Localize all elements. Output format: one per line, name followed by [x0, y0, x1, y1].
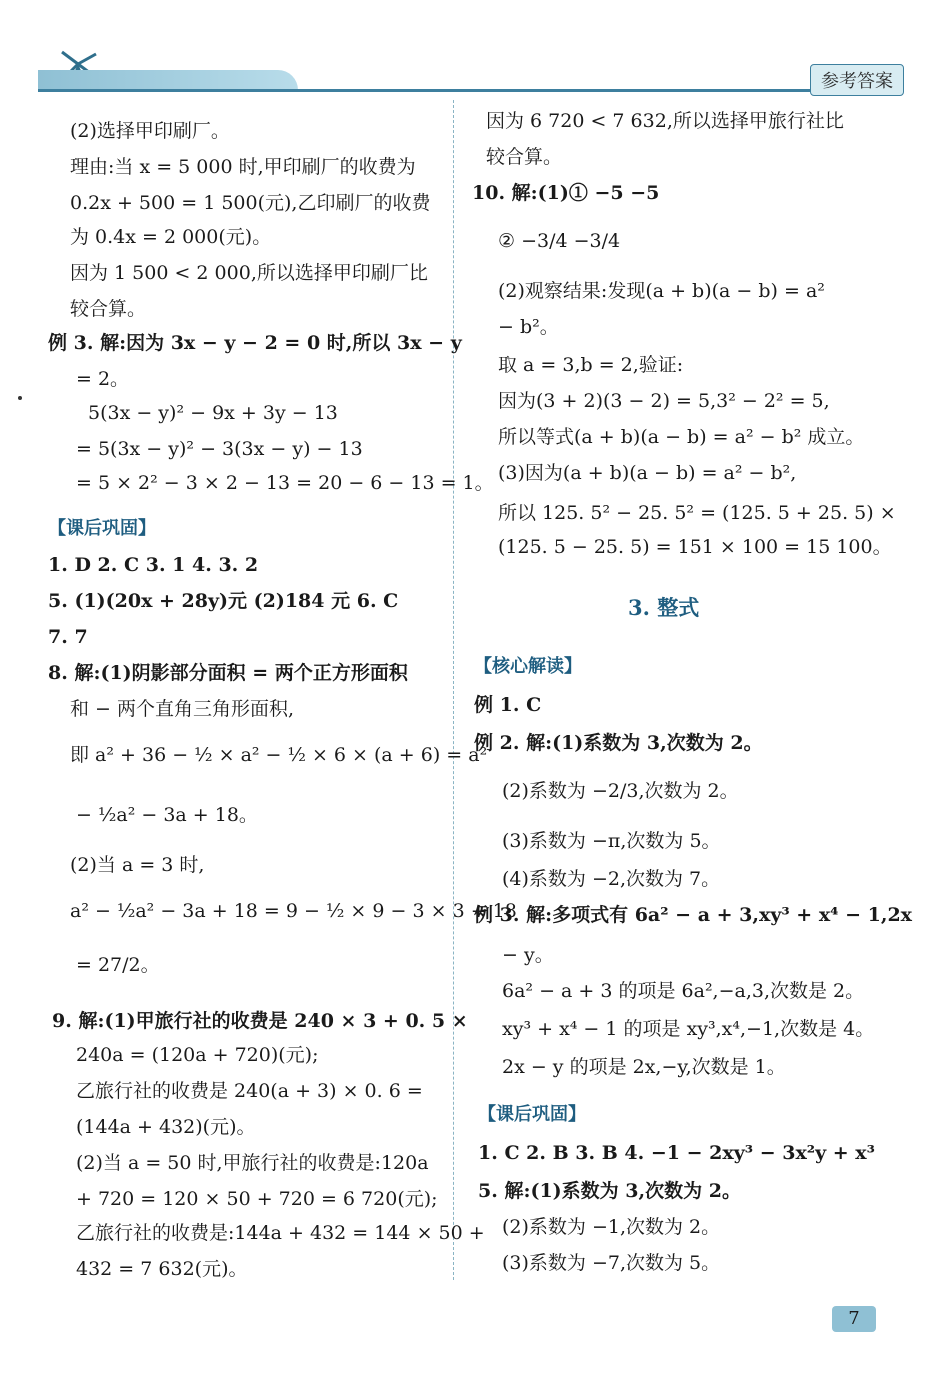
- text-line: 240a = (120a + 720)(元);: [76, 1044, 319, 1066]
- text-line: − y。: [502, 944, 554, 966]
- text-line: (2)当 a = 3 时,: [70, 854, 205, 876]
- text-line: 和 − 两个直角三角形面积,: [70, 698, 295, 720]
- text-line: a² − ½a² − 3a + 18 = 9 − ½ × 9 − 3 × 3 + 18: [70, 900, 517, 922]
- stray-dot: [18, 396, 22, 400]
- text-line: 7. 7: [48, 626, 88, 648]
- text-line: xy³ + x⁴ − 1 的项是 xy³,x⁴,−1,次数是 4。: [502, 1018, 875, 1040]
- text-line: − ½a² − 3a + 18。: [76, 804, 258, 826]
- text-line: (2)系数为 −2/3,次数为 2。: [502, 780, 739, 802]
- text-line: (3)因为(a + b)(a − b) = a² − b²,: [498, 462, 797, 484]
- text-line: (3)系数为 −7,次数为 5。: [502, 1252, 721, 1274]
- text-line: (2)系数为 −1,次数为 2。: [502, 1216, 721, 1238]
- text-line: ② −3/4 −3/4: [498, 230, 621, 252]
- text-line: 为 0.4x = 2 000(元)。: [70, 226, 272, 248]
- text-line: 10. 解:(1)① −5 −5: [472, 182, 660, 204]
- text-line: 乙旅行社的收费是:144a + 432 = 144 × 50 +: [76, 1222, 485, 1244]
- text-line: 6a² − a + 3 的项是 6a²,−a,3,次数是 2。: [502, 980, 865, 1002]
- section-tag: 【核心解读】: [474, 656, 582, 677]
- text-line: 例 3. 解:多项式有 6a² − a + 3,xy³ + x⁴ − 1,2x: [474, 904, 913, 926]
- text-line: 乙旅行社的收费是 240(a + 3) × 0. 6 =: [76, 1080, 423, 1102]
- text-line: 例 3. 解:因为 3x − y − 2 = 0 时,所以 3x − y: [48, 332, 462, 354]
- text-line: (2)选择甲印刷厂。: [70, 120, 230, 142]
- text-line: (2)观察结果:发现(a + b)(a − b) = a²: [498, 280, 825, 302]
- text-line: 因为(3 + 2)(3 − 2) = 5,3² − 2² = 5,: [498, 390, 830, 412]
- text-line: = 5(3x − y)² − 3(3x − y) − 13: [76, 438, 363, 460]
- text-line: (3)系数为 −π,次数为 5。: [502, 830, 721, 852]
- text-line: 例 2. 解:(1)系数为 3,次数为 2。: [474, 732, 763, 754]
- section-tag: 【课后巩固】: [478, 1104, 586, 1125]
- section-title: 3. 整式: [628, 595, 700, 620]
- text-line: + 720 = 120 × 50 + 720 = 6 720(元);: [76, 1188, 438, 1210]
- page-header: [38, 46, 904, 96]
- text-line: 1. D 2. C 3. 1 4. 3. 2: [48, 554, 259, 576]
- text-line: 取 a = 3,b = 2,验证:: [498, 354, 684, 376]
- text-line: 432 = 7 632(元)。: [76, 1258, 248, 1280]
- text-line: = 27/2。: [76, 954, 160, 976]
- text-line: − b²。: [498, 316, 559, 338]
- section-tag: 【课后巩固】: [48, 518, 156, 539]
- header-band: [38, 70, 298, 90]
- text-line: (4)系数为 −2,次数为 7。: [502, 868, 721, 890]
- text-line: 理由:当 x = 5 000 时,甲印刷厂的收费为: [70, 156, 416, 178]
- column-divider: [453, 100, 454, 1280]
- text-line: = 2。: [76, 368, 130, 390]
- text-line: 因为 6 720 < 7 632,所以选择甲旅行社比: [486, 110, 844, 132]
- text-line: 例 1. C: [474, 694, 542, 716]
- text-line: (144a + 432)(元)。: [76, 1116, 256, 1138]
- text-line: 5. 解:(1)系数为 3,次数为 2。: [478, 1180, 741, 1202]
- text-line: (125. 5 − 25. 5) = 151 × 100 = 15 100。: [498, 536, 892, 558]
- text-line: (2)当 a = 50 时,甲旅行社的收费是:120a: [76, 1152, 429, 1174]
- text-line: 因为 1 500 < 2 000,所以选择甲印刷厂比: [70, 262, 428, 284]
- text-line: 较合算。: [486, 146, 563, 168]
- text-line: 5. (1)(20x + 28y)元 (2)184 元 6. C: [48, 590, 399, 612]
- header-tab: 参考答案: [810, 64, 904, 96]
- text-line: 0.2x + 500 = 1 500(元),乙印刷厂的收费: [70, 192, 431, 214]
- text-line: 较合算。: [70, 298, 147, 320]
- text-line: 所以等式(a + b)(a − b) = a² − b² 成立。: [498, 426, 865, 448]
- text-line: 8. 解:(1)阴影部分面积 = 两个正方形面积: [48, 662, 408, 684]
- text-line: 即 a² + 36 − ½ × a² − ½ × 6 × (a + 6) = a²: [70, 744, 488, 766]
- header-rule: [38, 89, 904, 92]
- text-line: 所以 125. 5² − 25. 5² = (125. 5 + 25. 5) ×: [498, 502, 896, 524]
- text-line: = 5 × 2² − 3 × 2 − 13 = 20 − 6 − 13 = 1。: [76, 472, 494, 494]
- text-line: 1. C 2. B 3. B 4. −1 − 2xy³ − 3x²y + x³: [478, 1142, 875, 1164]
- text-line: 5(3x − y)² − 9x + 3y − 13: [88, 402, 338, 424]
- text-line: 2x − y 的项是 2x,−y,次数是 1。: [502, 1056, 786, 1078]
- page-number: 7: [832, 1306, 876, 1332]
- text-line: 9. 解:(1)甲旅行社的收费是 240 × 3 + 0. 5 ×: [52, 1010, 468, 1032]
